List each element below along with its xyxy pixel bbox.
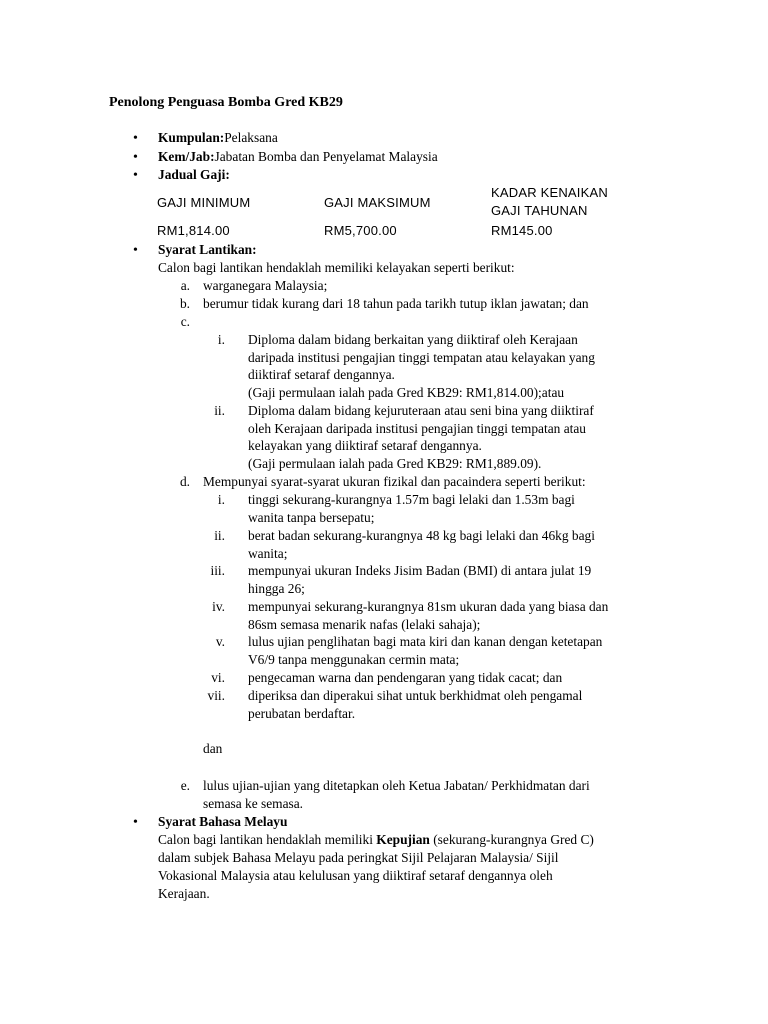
list-marker-b: b. (179, 296, 190, 311)
c-i-line-4: (Gaji permulaan ialah pada Gred KB29: RM1,814.00);atau (248, 385, 565, 400)
bullet-icon: • (133, 243, 138, 258)
d-v-line-1: lulus ujian penglihatan bagi mata kiri dan kanan dengan ketetapan (248, 634, 603, 649)
c-ii-line-4: (Gaji permulaan ialah pada Gred KB29: RM1,889.09). (248, 456, 542, 471)
roman-marker-vi: vi. (211, 670, 225, 685)
kumpulan-row (158, 129, 278, 147)
roman-marker-vii: vii. (207, 688, 225, 703)
dan-connector: dan (203, 741, 223, 756)
gaji-tahunan-header: GAJI TAHUNAN (491, 203, 588, 218)
gaji-maksimum-header: GAJI MAKSIMUM (324, 195, 431, 210)
d-v-line-2: V6/9 tanpa menggunakan cermin mata; (248, 652, 460, 667)
c-i-line-2: daripada institusi pengajian tinggi tempatan atau kelayakan yang (248, 350, 595, 365)
bullet-icon: • (133, 815, 138, 830)
item-e-line-2: semasa ke semasa. (203, 796, 304, 811)
item-b: berumur tidak kurang dari 18 tahun pada tarikh tutup iklan jawatan; dan (203, 296, 589, 311)
gaji-minimum-header: GAJI MINIMUM (157, 195, 251, 210)
d-ii-line-2: wanita; (248, 546, 288, 561)
syarat-bahasa-label: Syarat Bahasa Melayu (158, 814, 288, 829)
kadar-kenaikan-value: RM145.00 (491, 223, 553, 238)
c-i-line-3: diiktiraf setaraf dengannya. (248, 367, 395, 382)
kadar-kenaikan-header: KADAR KENAIKAN (491, 185, 608, 200)
list-marker-c: c. (180, 314, 190, 329)
kumpulan-label: Kumpulan: (158, 130, 225, 145)
c-i-line-1: Diploma dalam bidang berkaitan yang diiktiraf oleh Kerajaan (248, 332, 578, 347)
d-vii-line-2: perubatan berdaftar. (248, 706, 356, 721)
syarat-bahasa-line-3: Vokasional Malaysia atau kelulusan yang diiktiraf setaraf dengannya oleh (158, 868, 553, 883)
d-i-line-1: tinggi sekurang-kurangnya 1.57m bagi lelaki dan 1.53m bagi (248, 492, 575, 507)
kem-label: Kem/Jab: (158, 149, 215, 164)
d-iv-line-2: 86sm semasa menarik nafas (lelaki sahaja); (248, 617, 481, 632)
syarat-bahasa-line-4: Kerajaan. (158, 886, 210, 901)
d-ii-line-1: berat badan sekurang-kurangnya 48 kg bagi lelaki dan 46kg bagi (248, 528, 595, 543)
c-ii-line-1: Diploma dalam bidang kejuruteraan atau seni bina yang diiktiraf (248, 403, 594, 418)
bullet-icon: • (133, 150, 138, 165)
item-d: Mempunyai syarat-syarat ukuran fizikal dan pacaindera seperti berikut: (203, 474, 586, 489)
d-i-line-2: wanita tanpa bersepatu; (248, 510, 375, 525)
roman-marker-v: v. (215, 634, 225, 649)
list-marker-a: a. (180, 278, 190, 293)
item-e-line-1: lulus ujian-ujian yang ditetapkan oleh Ketua Jabatan/ Perkhidmatan dari (203, 778, 590, 793)
item-a: warganegara Malaysia; (203, 278, 328, 293)
d-iv-line-1: mempunyai sekurang-kurangnya 81sm ukuran dada yang biasa dan (248, 599, 609, 614)
roman-marker-iv: iv. (212, 599, 225, 614)
kumpulan-value: Pelaksana (224, 130, 278, 145)
list-marker-d: d. (179, 474, 190, 489)
roman-marker-i: i. (217, 332, 225, 347)
roman-marker-ii: ii. (214, 528, 225, 543)
c-ii-line-2: oleh Kerajaan daripada institusi pengajian tinggi tempatan atau (248, 421, 586, 436)
d-iii-line-2: hingga 26; (248, 581, 305, 596)
syarat-lantikan-label: Syarat Lantikan: (158, 242, 257, 257)
bullet-icon: • (133, 168, 138, 183)
jadual-label: Jadual Gaji: (158, 167, 230, 182)
kem-row (158, 148, 438, 166)
gaji-minimum-value: RM1,814.00 (157, 223, 230, 238)
kepujian-text: Kepujian (376, 832, 430, 847)
list-marker-e: e. (180, 778, 190, 793)
kem-value: Jabatan Bomba dan Penyelamat Malaysia (214, 149, 438, 164)
syarat-bahasa-line-2: dalam subjek Bahasa Melayu pada peringkat Sijil Pelajaran Malaysia/ Sijil (158, 850, 559, 865)
c-ii-line-3: kelayakan yang diiktiraf setaraf dengannya. (248, 438, 482, 453)
gaji-maksimum-value: RM5,700.00 (324, 223, 397, 238)
syarat-bahasa-line-1 (158, 831, 594, 849)
roman-marker-i: i. (217, 492, 225, 507)
syarat-bahasa-pre: Calon bagi lantikan hendaklah memiliki (158, 832, 377, 847)
d-iii-line-1: mempunyai ukuran Indeks Jisim Badan (BMI) di antara julat 19 (248, 563, 592, 578)
d-vi-line-1: pengecaman warna dan pendengaran yang tidak cacat; dan (248, 670, 563, 685)
roman-marker-iii: iii. (210, 563, 225, 578)
bullet-icon: • (133, 131, 138, 146)
roman-marker-ii: ii. (214, 403, 225, 418)
document-title: Penolong Penguasa Bomba Gred KB29 (109, 95, 343, 110)
d-vii-line-1: diperiksa dan diperakui sihat untuk berkhidmat oleh pengamal (248, 688, 583, 703)
syarat-lantikan-intro: Calon bagi lantikan hendaklah memiliki kelayakan seperti berikut: (158, 260, 515, 275)
syarat-bahasa-post: (sekurang-kurangnya Gred C) (429, 832, 594, 847)
